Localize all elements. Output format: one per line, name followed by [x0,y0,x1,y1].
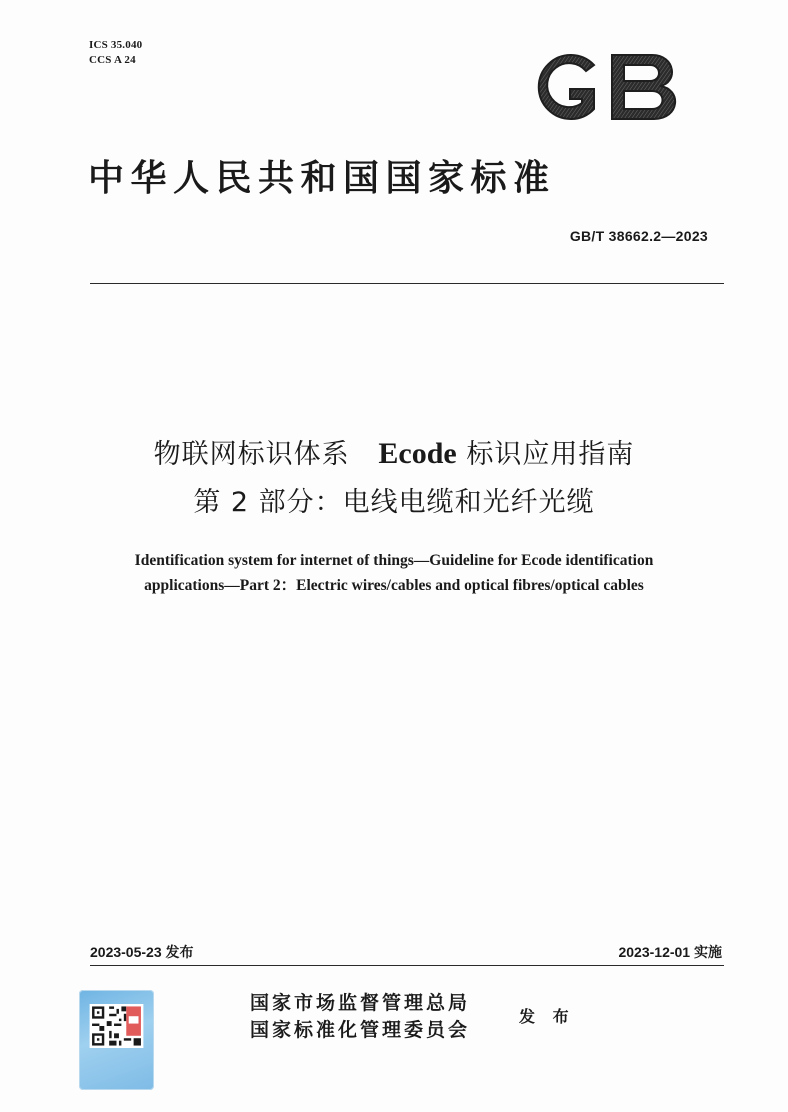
chinese-title-line-1 [0,432,788,471]
ics-code: ICS 35.040 [89,39,143,51]
ccs-code: CCS A 24 [89,54,136,66]
english-title-line-1: Identification system for internet of things—Guideline for Ecode identification [134,552,654,569]
classification-codes [89,38,142,68]
implementation-date-value: 2023-12-01 [618,944,691,960]
chinese-title-line-2: 第 2 部分：电线电缆和光纤光缆 [193,487,595,518]
chinese-title-suffix: 标识应用指南 [466,439,635,470]
qr-code-icon [89,1004,144,1048]
implementation-date [618,942,722,962]
publish-label: 发 布 [519,1007,575,1026]
standard-number: GB/T 38662.2—2023 [569,228,708,244]
release-label: 发布 [165,945,194,961]
chinese-title-prefix: 物联网标识体系 [153,439,350,470]
top-divider [90,283,724,284]
release-date [90,942,194,962]
national-standard-title: 中华人民共和国国家标准 [88,158,556,199]
implementation-label: 实施 [694,945,722,961]
release-date-value: 2023-05-23 [90,944,162,960]
gb-logo [524,47,684,127]
english-title-line-2: applications—Part 2：Electric wires/cables and optical fibres/optical cables [144,577,644,594]
ecode-word: Ecode [378,437,457,470]
issuer-samr: 国家市场监督管理总局 [250,992,471,1014]
anti-counterfeit-sticker [79,990,154,1090]
issuer-sac: 国家标准化管理委员会 [250,1019,471,1041]
bottom-divider [90,965,724,966]
issuing-authorities [250,990,470,1044]
